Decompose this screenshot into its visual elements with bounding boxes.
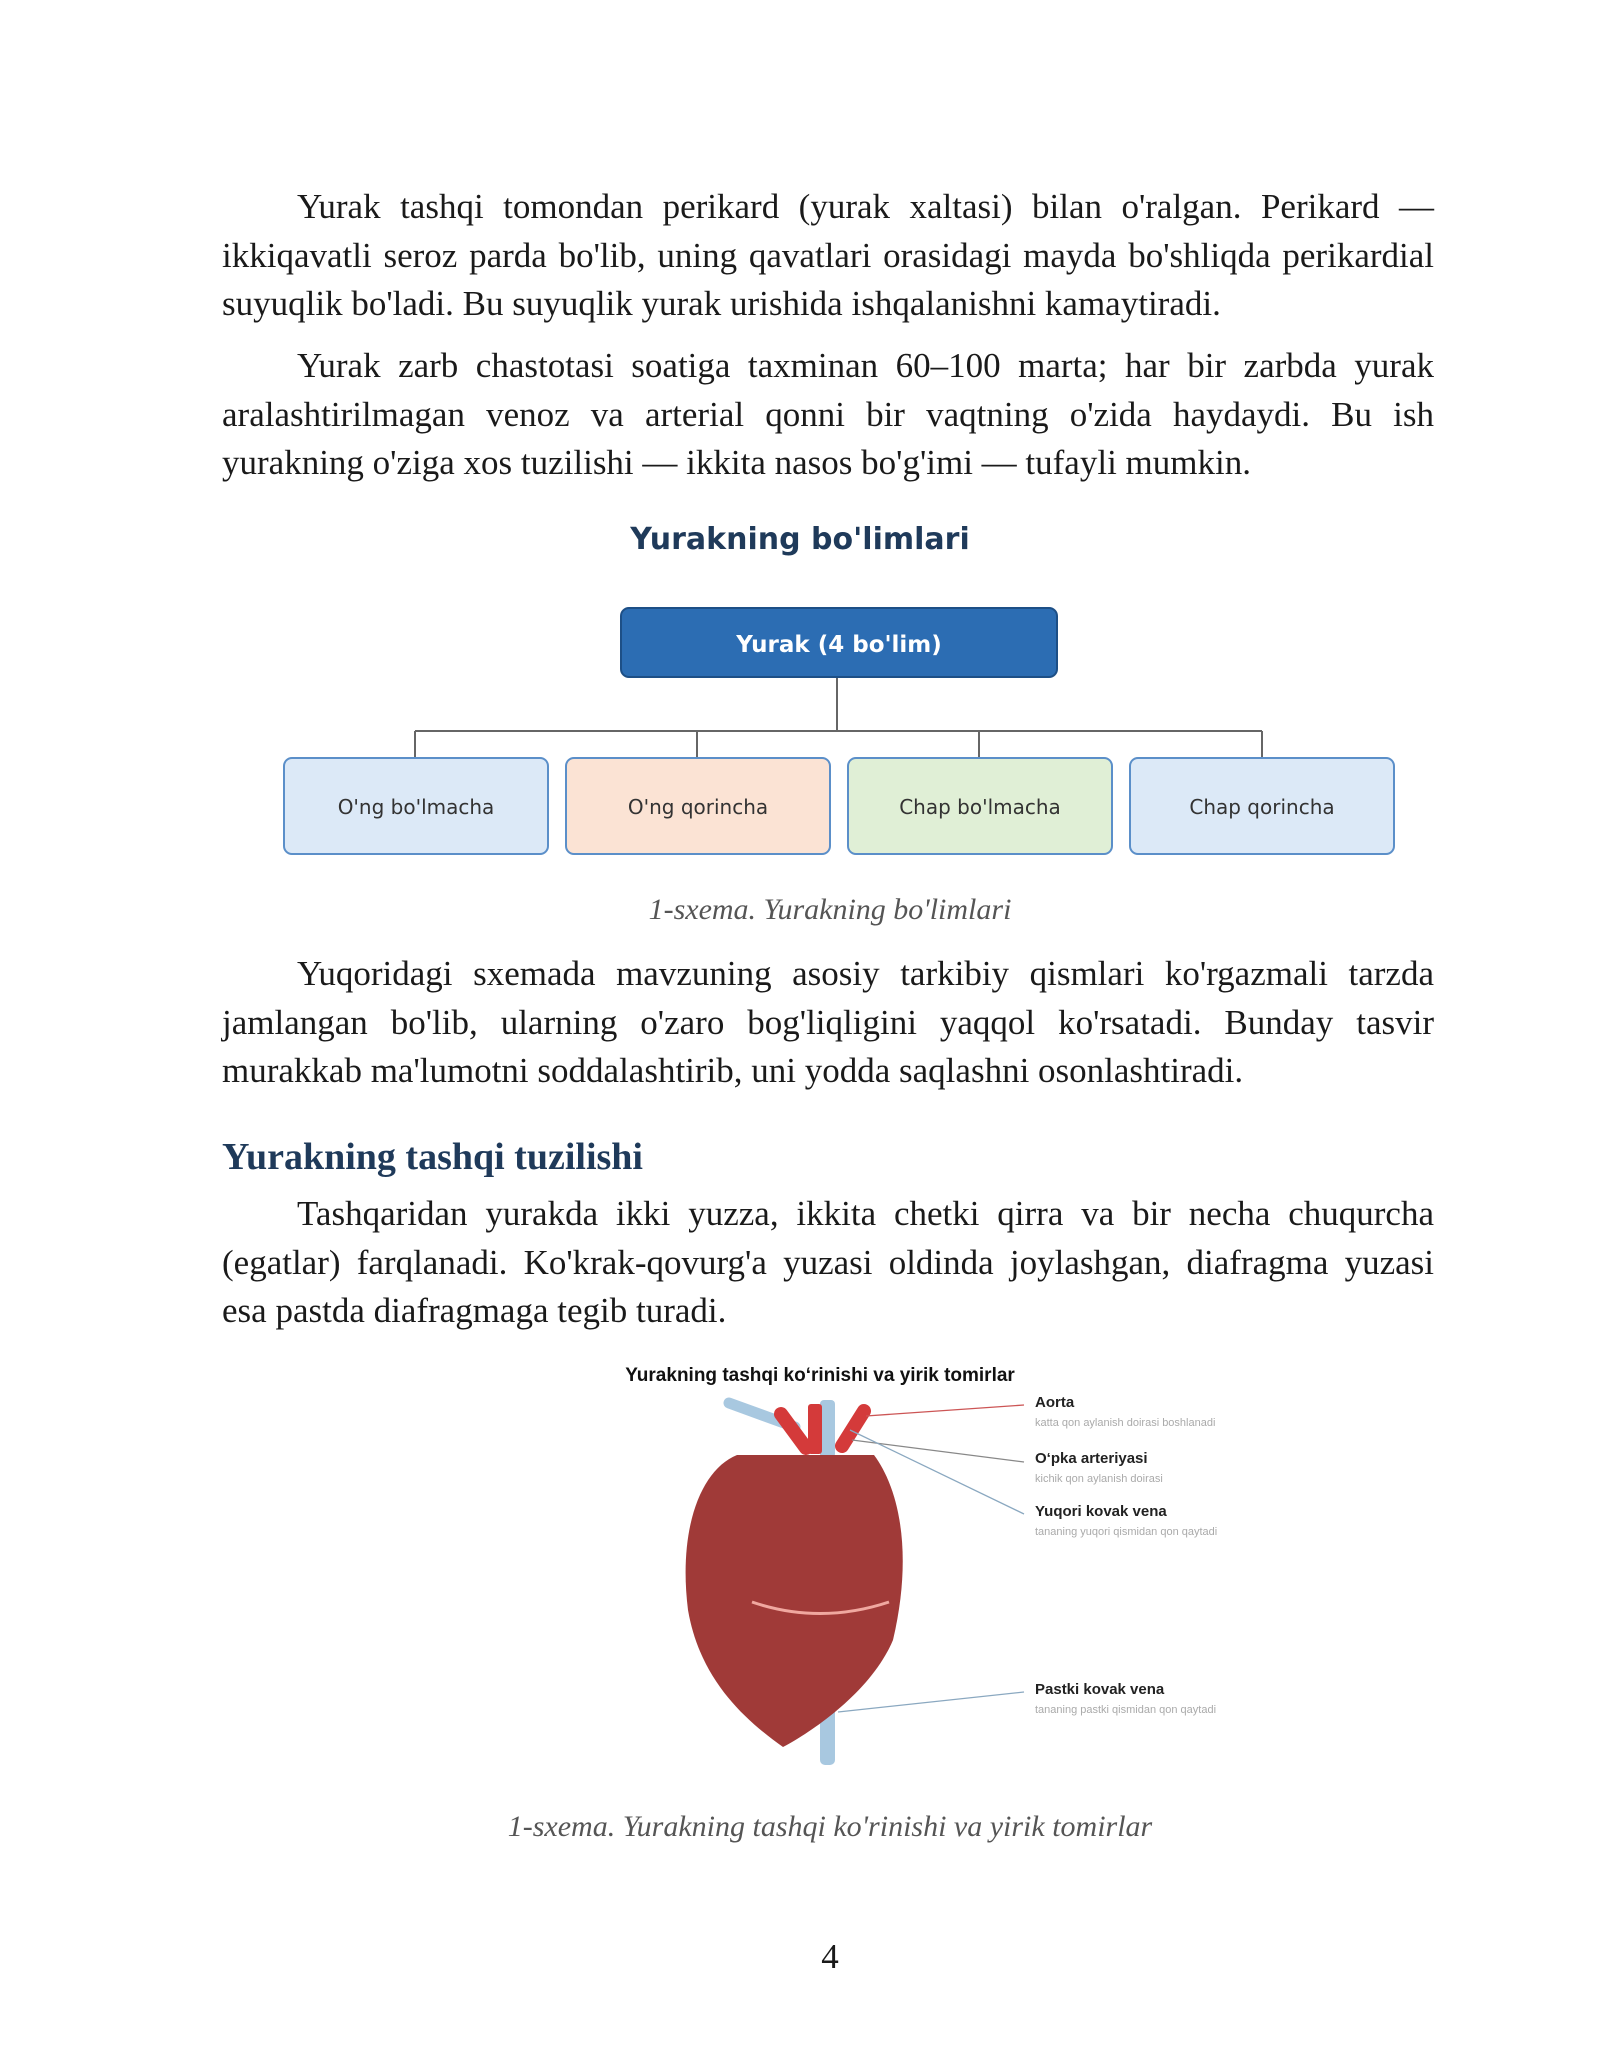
heart-diagram-title: Yurakning tashqi ko‘rinishi va yirik tomirlar [625,1365,1015,1386]
child-node-1 [284,758,548,854]
heart-external-diagram [0,1355,1600,1775]
superior-vena-cava [820,1400,835,1458]
pulmonary-left [781,1414,806,1448]
root-node [621,608,1057,677]
label-aorta-desc: katta qon aylanish doirasi boshlanadi [1035,1417,1216,1429]
child-node-4 [1130,758,1394,854]
child-node-label: Chap bo'lmacha [899,795,1061,819]
label-superior-vena-desc: tananing yuqori qismidan qon qaytadi [1035,1526,1218,1538]
label-inferior-vena-desc: tananing pastki qismidan qon qaytadi [1035,1704,1217,1716]
heart-diagram-caption: 1-sxema. Yurakning tashqi ko'rinishi va yirik tomirlar [507,1810,1153,1843]
heart-shape [686,1455,903,1747]
paragraph-4: Tashqaridan yurakda ikki yuzza, ikkita chetki qirra va bir necha chuqurcha (egatlar) farqlanadi. Ko'krak-qovurg'a yuzasi oldinda joylashgan, diafragma yuzasi esa pastda diafragmaga tegib turadi. [222,1194,1434,1330]
label-aorta: Aorta [1035,1394,1075,1411]
vessel-labels [1035,1394,1217,1716]
root-node-label: Yurak (4 bo'lim) [736,632,942,658]
page-number: 4 [821,1937,839,1976]
heart-parts-diagram [0,600,1600,860]
label-pulmonary-artery-desc: kichik qon aylanish doirasi [1035,1473,1163,1485]
label-inferior-vena: Pastki kovak vena [1035,1681,1165,1698]
child-node-3 [848,758,1112,854]
label-pulmonary-artery: O‘pka arteriyasi [1035,1450,1148,1467]
child-node-2 [566,758,830,854]
paragraph-3: Yuqoridagi sxemada mavzuning asosiy tarkibiy qismlari ko'rgazmali tarzda jamlangan bo'lib, ularning o'zaro bog'liqligini yaqqol ko'rsatadi. Bunday tasvir murakkab ma'lumotni soddalashtirib, uni yodda saqlashni osonlashtiradi. [222,954,1434,1090]
diagram-caption: 1-sxema. Yurakning bo'limlari [648,893,1012,926]
diagram-title: Yurakning bo'limlari [630,522,970,557]
child-node-label: O'ng bo'lmacha [337,795,495,819]
paragraph-2: Yurak zarb chastotasi soatiga taxminan 60–100 marta; har bir zarbda yurak aralashtirilmagan venoz va arterial qonni bir vaqtning o'zida haydaydi. Bu ish yurakning o'ziga xos tuzilishi — ikkita nasos bo'g'imi — tufayli mumkin. [222,346,1434,482]
section-heading: Yurakning tashqi tuzilishi [222,1136,643,1178]
child-node-label: O'ng qorincha [627,795,769,819]
connector-lines [415,677,1262,757]
child-node-label: Chap qorincha [1189,795,1335,819]
label-superior-vena: Yuqori kovak vena [1035,1503,1167,1520]
paragraph-1: Yurak tashqi tomondan perikard (yurak xaltasi) bilan o'ralgan. Perikard — ikkiqavatli seroz parda bo'lib, uning qavatlari orasidagi mayda bo'shliqda perikardial suyuqlik bo'ladi. Bu suyuqlik yurak urishida ishqalanishni kamaytiradi. [222,187,1434,323]
